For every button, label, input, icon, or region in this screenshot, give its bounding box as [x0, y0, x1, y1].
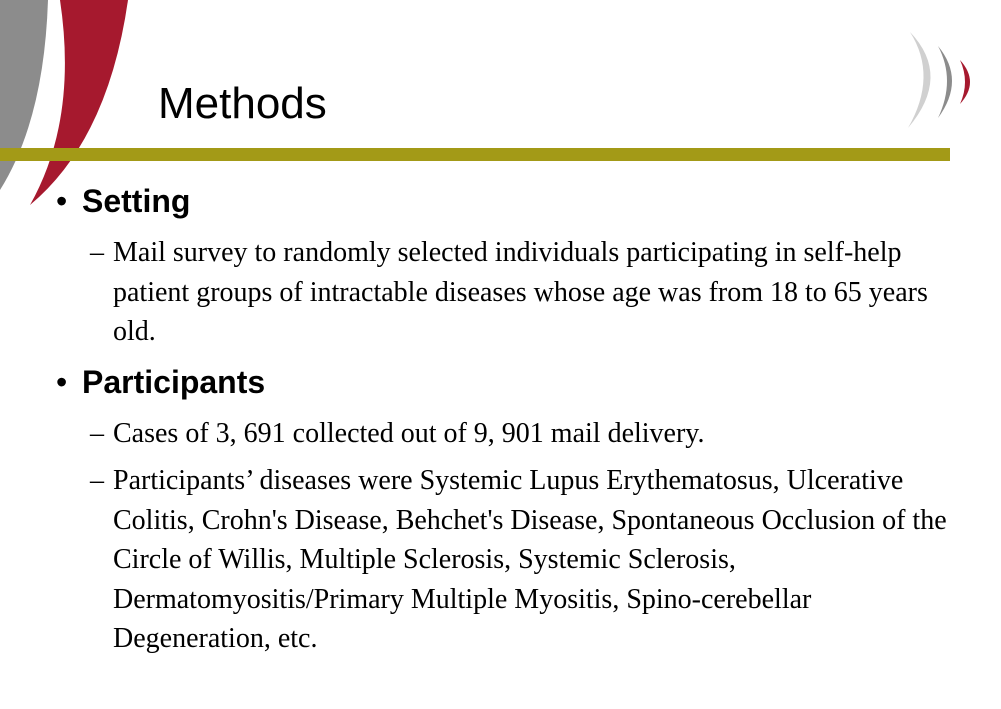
sub-bullet-text: Cases of 3, 691 collected out of 9, 901 mail delivery.: [113, 418, 705, 449]
sub-bullet-cases: [90, 414, 950, 454]
sub-bullet-diseases: [90, 461, 950, 659]
sub-bullet-mail-survey: [90, 233, 950, 352]
bullet-heading-setting: [56, 181, 190, 221]
section-heading: Participants: [82, 364, 266, 400]
dash-marker: –: [90, 237, 104, 268]
dash-marker: –: [90, 418, 104, 449]
slide-title: Methods: [158, 79, 327, 128]
right-arcs-decoration: [900, 28, 985, 133]
sub-bullet-text: Mail survey to randomly selected individuals participating in self-help patient groups of intractable diseases whose age was from 18 to 65 years old.: [113, 237, 928, 347]
bullet-marker: •: [56, 364, 68, 400]
section-heading: Setting: [82, 183, 191, 219]
bullet-heading-participants: [56, 362, 265, 402]
bullet-marker: •: [56, 183, 68, 219]
dash-marker: –: [90, 465, 104, 496]
sub-bullet-text: Participants’ diseases were Systemic Lupus Erythematosus, Ulcerative Colitis, Crohn's Disease, Behchet's Disease, Spontaneous Occlusion of the Circle of Willis, Multiple Sclerosis, Systemic Sclerosis, Dermatomyositis/Primary Multiple Myositis, Spino-cerebellar Degeneration, etc.: [113, 465, 947, 654]
title-underline-rule: [0, 148, 950, 161]
